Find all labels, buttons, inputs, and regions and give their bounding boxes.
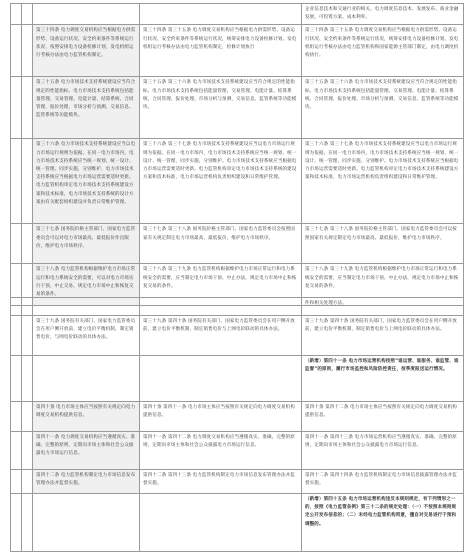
revised-text-cell: 第三十七条 第三十八条 国务院价格主管部门、国家电力监管委员会可以按照国家有关规定制定电力市场最高、最低报价，维护电力市场秩序。 <box>302 224 464 264</box>
new-text-cell: 第三十九条 第四十条 国务院有关部门、国家电力监管委员会在用户侧开放前，建立电价平衡机制，制定销售电价与上网电价联动的具体办法。 <box>140 316 302 356</box>
old-text-cell <box>33 298 140 316</box>
old-text-cell: 第四十条 电力市场主体应当按照有关规定向电力调度交易机构提供信息。 <box>33 402 140 432</box>
new-text-cell: 第四十条 第四十一条 电力市场主体应当按照有关规定向电力调度交易机构提供信息。 <box>140 402 302 432</box>
table-row <box>11 316 464 356</box>
index-cell <box>11 432 22 470</box>
revised-text-cell: 第四十条 第四十二条 电力市场主体应当按照有关规定向电力调度交易机构提供信息。 <box>302 402 464 432</box>
index-cell <box>11 470 22 494</box>
old-text-cell: 第三十四条 电力调度交易机构应当根据电力供需形势、设备运行状况、安全约束条件等系统运行状况、按照安排电力设备检修计划，发电机组运行考核办法由电力监管机构制定。 <box>33 25 140 77</box>
index-cell <box>22 4 33 25</box>
new-text-cell: 第四十二条 第四十三条 电力监管机构制定电力市场信息发布管理办法并监督实施。 <box>140 470 302 494</box>
index-cell <box>22 224 33 264</box>
old-text-cell <box>33 4 140 25</box>
old-text-cell: 第三十九条 国务院有关部门、国家电力监管委员会在用户侧开放前，建立电价平衡机制，制定销售电价，与网电价联动的具体办法。 <box>33 316 140 356</box>
index-cell <box>22 298 33 316</box>
index-cell <box>11 25 22 77</box>
new-text-cell: 第三十四条 第三十五条 电力调度交易机构应当根据电力供需形势、设备运行状况、安全约束条件等系统运行状况，统筹安排电力设备检修计划。发电机组运行考核办法由电力监管机构制定，检修计划执行 <box>140 25 302 77</box>
revised-text-cell: 第三十五条 第三十六条 电力市场技术支持系统建设应当符合规定的性能指标。电力市场技术支持系统包括能量管理、交易管理、电能计量、结算系统、合同管理、报价处理、市场分析与预测、交易信息、监管系统等功能模块。 <box>302 77 464 139</box>
revised-text-cell: 第三十六条 第三十七条 电力市场技术支持系统建设应当以电力市场运行规则为依据。在同一电力市场内，电力市场技术支持系统应当统一规划、统一设计、统一管理、同步实施、分别维护。电力市场技术支持系统应当根据电力市场运营需要适时更新。电力监管机构审定电力市场技术支持系统建设方案和技术标准，电力市场运营机构负责组织建设和日常维护管理。 <box>302 139 464 224</box>
new-text-cell: 第三十八条 第三十九条 电力监管机构根据维护电力市场正常运行和电力系统安全的需要，应当制定电力市场干预、中止办法，规定电力市场中止和恢复交易的条件。 <box>140 264 302 306</box>
table-row <box>11 224 464 264</box>
old-text-cell <box>33 494 140 552</box>
old-text-cell <box>33 356 140 402</box>
table-row <box>11 4 464 25</box>
index-cell <box>11 77 22 139</box>
revised-text-cell: 件和相关处理方法。 <box>302 298 464 316</box>
new-text-cell: 第三十六条 第三十七条 电力市场技术支持系统建设应当以电力市场运行规则为依据。在同一电力市场内，电力市场技术支持系统应当统一规划、统一设计、统一管理、同步实施、分别维护。电力市场技术支持系统应当根据电力市场运营需要适时更新。电力监管机构审定电力市场技术支持系统的建设方案和技术标准，电力市场运营机构负责组织建设和日常维护管理。 <box>140 139 302 224</box>
new-text-cell: 第四十一条 第四十二条 电力调度交易机构应当遵循真实、准确、完整的原则，定期向市场主体和社会公众披露电力市场运行信息。 <box>140 432 302 470</box>
index-cell <box>11 139 22 224</box>
new-text-cell <box>140 494 302 552</box>
index-cell <box>11 224 22 264</box>
table-row <box>11 356 464 402</box>
old-text-cell: 第三十八条 电力监管机构根据维护电力市场正常运行和电力系统安全的需要，可以对电力市场实行干预，中止交易，规定电力市场中止和恢复交易的条件。 <box>33 264 140 306</box>
comparison-table-page1 <box>10 3 464 306</box>
index-cell <box>22 25 33 77</box>
old-text-cell: 第四十一条 电力调度交易机构应当遵循真实、准确、完整的原则，定期向市场主体和社会公众披露电力市场运行信息。 <box>33 432 140 470</box>
index-cell <box>11 298 22 316</box>
index-cell <box>11 356 22 402</box>
index-cell <box>22 402 33 432</box>
index-cell <box>22 432 33 470</box>
table-row <box>11 298 464 316</box>
index-cell <box>22 494 33 552</box>
revised-text-cell: 第四十二条 第四十四条 电力监管机构制定电力市场信息披露管理办法并监督实施。 <box>302 470 464 494</box>
comparison-table-page2 <box>10 297 464 552</box>
table-row <box>11 470 464 494</box>
index-cell <box>22 470 33 494</box>
index-cell <box>11 4 22 25</box>
table-row <box>11 402 464 432</box>
table-row <box>11 432 464 470</box>
revised-text-cell: 第三十八条 第三十九条 电力监管机构根据维护电力市场正常运行和电力系统安全的需要，应当制定电力市场干预、中止办法，规定电力市场中止和恢复交易的条件。 <box>302 264 464 306</box>
index-cell <box>22 356 33 402</box>
old-text-cell: 第四十二条 电力监管机构制定电力市场信息发布管理办法并监督实施。 <box>33 470 140 494</box>
table-row <box>11 25 464 77</box>
revised-text-cell: 企业信息技术和交通行业的相关、电力调度信息技术、发展发布、商业金融发展、可投资方案、成本利率、 <box>302 4 464 25</box>
table-row <box>11 77 464 139</box>
new-text-cell <box>140 4 302 25</box>
revised-text-cell: 第四十一条 第四十三条 电力市场运营机构应当遵循真实、准确、完整的原则，定期向市场主体和社会公众披露电力市场运行信息。 <box>302 432 464 470</box>
new-text-cell <box>140 356 302 402</box>
old-text-cell: 第三十五条 电力市场技术支持系统建设应当符合规定的性能指标。电力市场技术支持系统包括能量管理、交易管理、电能计量、结算系统、合同管理、报价处理、市场分析与预测、交易信息、监管系统等功能模块。 <box>33 77 140 139</box>
index-cell <box>11 316 22 356</box>
index-cell <box>22 316 33 356</box>
revised-text-cell: 第三十四条 第三十五条 电力调度交易机构应当根据电力供需形势、设备运行状况、安全约束条件等系统运行状况，统筹安排电力设备检修计划。发电机组运行考核办法由电力监管机构和国家能源主管部门制定，由电力调度机构执行。 <box>302 25 464 77</box>
index-cell <box>22 139 33 224</box>
index-cell <box>22 77 33 139</box>
new-text-cell: 第三十七条 第三十八条 国务院价格主管部门、国家电力监管委员会按照国家有关规定制定电力市场最高、最低报价，维护电力市场秩序。 <box>140 224 302 264</box>
index-cell <box>11 402 22 432</box>
new-text-cell: 第三十五条 第三十六条 电力市场技术支持系统建设应当符合规定的性能指标。电力市场技术支持系统包括能量管理、交易管理、电能计量、结算系统、合同管理、报价处理、市场分析与预测、交易信息、监管系统等功能模块。 <box>140 77 302 139</box>
table-row <box>11 139 464 224</box>
old-text-cell: 第三十六条 电力市场技术支持系统建设应当以电力市场运行规则为依据。在同一电力市场内，电力市场技术支持系统应当统一规划、统一设计、统一管理、同步实施，分别维护，电力市场技术支持系统应当根据电力市场运营需要适时更新。电力监管机构审定电力市场技术支持系统建设方案和技术标准，电力市场技术支持系统的设计方案由有关配套组织建设并负责日常维护管理。 <box>33 139 140 224</box>
revised-text-cell: （新增）第四十五条 电力市场运营机构违反本规则规定，有下列情形之一的，按照《电力监管条例》第三十二条的规定处理：（一）不按照本规则规定公开发布信息的；（二）未经电力监管机构同意，擅自对交易进行干预和调整的。 <box>302 494 464 552</box>
revised-text-cell: 第三十九条 第四十条 国务院有关部门、国家电力监管委员会在用户侧开放前，建立电价平衡机制，制定销售电价与上网电价联动的具体办法。 <box>302 316 464 356</box>
new-text-cell <box>140 298 302 316</box>
revised-text-cell: （新增）第四十一条 电力市场运营机构按照“谁运营、谁服务、谁监管、谁监督”的原则，履行市场监控和风险防控责任，按季度报送运行情况。 <box>302 356 464 402</box>
table-row <box>11 494 464 552</box>
index-cell <box>11 494 22 552</box>
old-text-cell: 第三十七条 国务院价格主管部门、国家电力监管委员会可以对电力市场最高、最低报价作出限价，维护电力市场秩序。 <box>33 224 140 264</box>
